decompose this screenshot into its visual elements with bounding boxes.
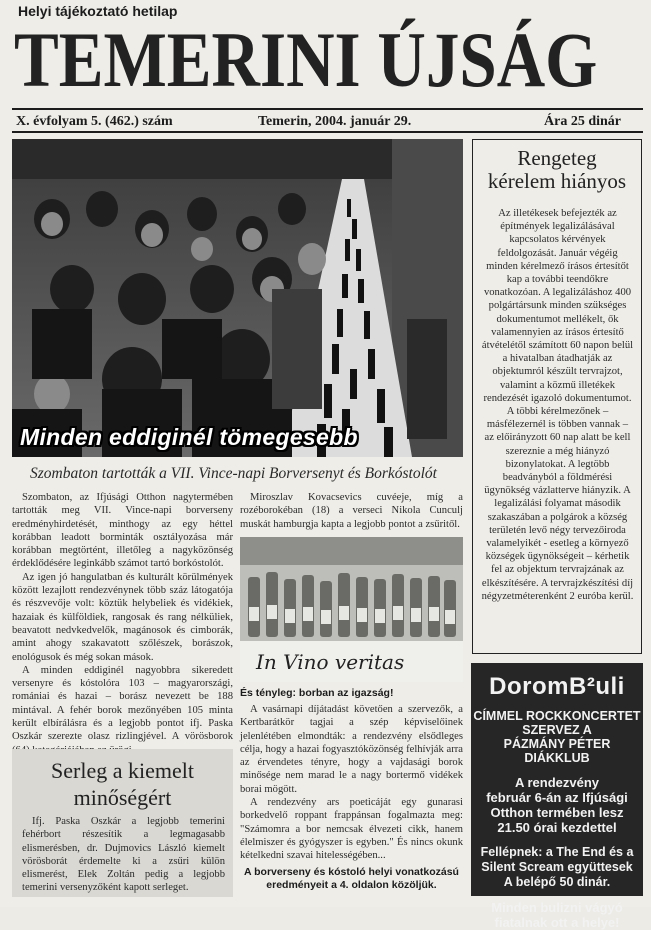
serleg-title: [12, 757, 233, 811]
masthead-rule-bottom: [12, 131, 643, 133]
ad-line: Silent Scream együttesek: [481, 860, 633, 874]
ad-subtitle-line: PÁZMÁNY PÉTER DIÁKKLUB: [503, 737, 611, 765]
wine-bottles-photo: [240, 537, 463, 682]
ad-performers: [471, 845, 643, 890]
ad-line: február 6-án az Ifjúsági: [486, 790, 628, 805]
paragraph: Az igen jó hangulatban és kulturált körülmények között lezajlott rendezvénynek több száz látogatója és részvevője volt: köztük helybeliek és vidékiek, hazaiak és külföldiek, rangosak és rang nélküliek, beavatott nedvkedvelők, magánosok és cimborák, amint ahogy szakavatott szőlészek, borászok, enológusok és még sokan mások.: [12, 571, 233, 663]
sidebar-title-line2: kérelem hiányos: [487, 169, 627, 193]
paragraph: A rendezvény ars poeticáját egy gunarasi borkedvelő roppant frappánsan fogalmazta meg: "Számomra a bor nemcsak élvezeti cikk, hanem élelmiszer és gyógyszer is egyben." És nincs okunk kételkedni szavai hitelességében...: [240, 797, 463, 862]
paragraph: Miroszlav Kovacsevics cuvéeje, míg a rozéborokéban (18) a verseci Nikola Cunculj muskát hamburgja kapta a legjobb pontot a zsűritől.: [240, 492, 463, 530]
masthead-title: TEMERINI ÚJSÁG: [14, 16, 598, 103]
serleg-title-line1: Serleg a kiemelt: [51, 758, 194, 783]
ad-subtitle: [471, 709, 643, 765]
results-footnote: A borverseny és kóstoló helyi vonatkozású eredményeit a 4. oldalon közöljük.: [244, 866, 459, 891]
paragraph: Szombaton, az Ifjúsági Otthon nagytermében tartották meg VII. Vince-napi borverseny eredményhirdetését, minthogy az egy héttel korábban leadott borminták osztályozása már korábban megtörtént, illetőleg a nagyközönség érdeklődésére leginkább számot tartó borkóstolót.: [12, 492, 233, 570]
issue-date: Temerin, 2004. január 29.: [258, 114, 412, 129]
ad-event-info: [471, 775, 643, 835]
ad-line: Fellépnek: a The End és a: [480, 845, 634, 859]
ad-line: A belépő 50 dinár.: [503, 875, 611, 889]
ad-line: Minden bulizni vágyó: [491, 900, 623, 915]
paragraph: A minden eddiginél nagyobbra sikeredett versenyre és kóstolóra 103 – magyarországi, romániai és hazai – borász nevezett be 188 mintával. A fehér borok mezőnyében 105 minta került elbírálásra és a legjobb pontot ifj. Paska Oszkár szerezte olasz rizlingjével. A vörösborok: [12, 664, 233, 743]
crowd-photo: [12, 139, 463, 457]
ad-line: Otthon termében lesz: [490, 805, 624, 820]
masthead-rule-top: [12, 108, 643, 110]
ad-line: fiatalnak ott a helye!: [494, 915, 620, 930]
photo-caption: És tényleg: borban az igazság!: [240, 687, 394, 699]
ad-closing: [471, 900, 643, 930]
ad-line: 21.50 órai kezdettel: [497, 820, 617, 835]
ad-title: DoromB²uli: [489, 673, 625, 700]
concert-ad: [471, 663, 643, 930]
ad-subtitle-line: CÍMMEL ROCKKONCERTET: [473, 709, 641, 723]
tagline: Helyi tájékoztató hetilap: [18, 3, 178, 19]
wine-sign-text: In Vino veritas: [256, 650, 405, 674]
main-story-column-1: [12, 491, 233, 757]
sidebar-title: [472, 147, 642, 193]
main-story-column-2-top: [240, 491, 463, 531]
main-subhead: Szombaton tartották a VII. Vince-napi Borversenyt és Borkóstolót: [30, 465, 437, 482]
serleg-text: [22, 815, 225, 895]
ad-subtitle-line: SZERVEZ A: [522, 723, 592, 737]
ad-line: A rendezvény: [514, 775, 600, 790]
issue-volume: X. évfolyam 5. (462.) szám: [16, 114, 173, 129]
serleg-title-line2: minőségért: [73, 785, 172, 810]
main-story-column-2-bottom: [240, 703, 463, 863]
paragraph: A vasárnapi díjátadást követően a szervezők, a Kertbarátkör tagjai a szép képviselőinek jelenlétében elmondták: a rendezvény elsődleges célja, hogy a hazai fogyasztóközönség felhívják arra az érvendetes tényre, hogy a vajdasági borok minősége nem marad le a nagy bortermő vidékek borai mögött.: [240, 704, 463, 795]
sidebar-title-line1: Rengeteg: [517, 146, 597, 170]
paragraph: Ifj. Paska Oszkár a legjobb temerini fehérbort részesítik a legmagasabb elismerésben, dr. Dujmovics László kiemelt vörösborát érdemelte ki a zsűri külön elismerést, Elek Zoltán pedig a legjobb temerini versenyzőként kapott serleget.: [22, 816, 225, 894]
issue-price: Ára 25 dinár: [544, 114, 621, 129]
main-headline: Minden eddiginél tömegesebb: [20, 424, 358, 450]
sidebar-text: Az illetékesek befejezték az építmények legalizálásával kapcsolatos kérvények feldolgozását. Január végéig minden kérelmező írásos értesítőt kap a további teendőkre vonatkozóan. A legalizáláshoz 400 polgártársunk minden szükséges dokumentumot mellékelt, ők valamennyien az írásos értesítő átvételétől számított 60 napon belül a hivatalban átadhatják az objektumról készült tervrajzot, valamint a közmű illetékek rendezését igazoló dokumentumot. A többi kérelmezőnek – másfélezernél is többen vannak – az előirányzott 60 nap alatt be kell szereznie a még hiányzó bizonylatokat. A legtöbb beadványból a földmérési ügynökség vázlatterve hiányzik. A legalizálási folyamat második szakaszában a polgárok a község területén levő négy tervezőiroda valamelyikét - esetleg a környező községek ügynökségeit – kérhetik fel az objektum tervrajzának az elkészítésére. A tervrajzkészítési díj négyzetméterenként 2 euróba kerül.: [481, 208, 634, 602]
